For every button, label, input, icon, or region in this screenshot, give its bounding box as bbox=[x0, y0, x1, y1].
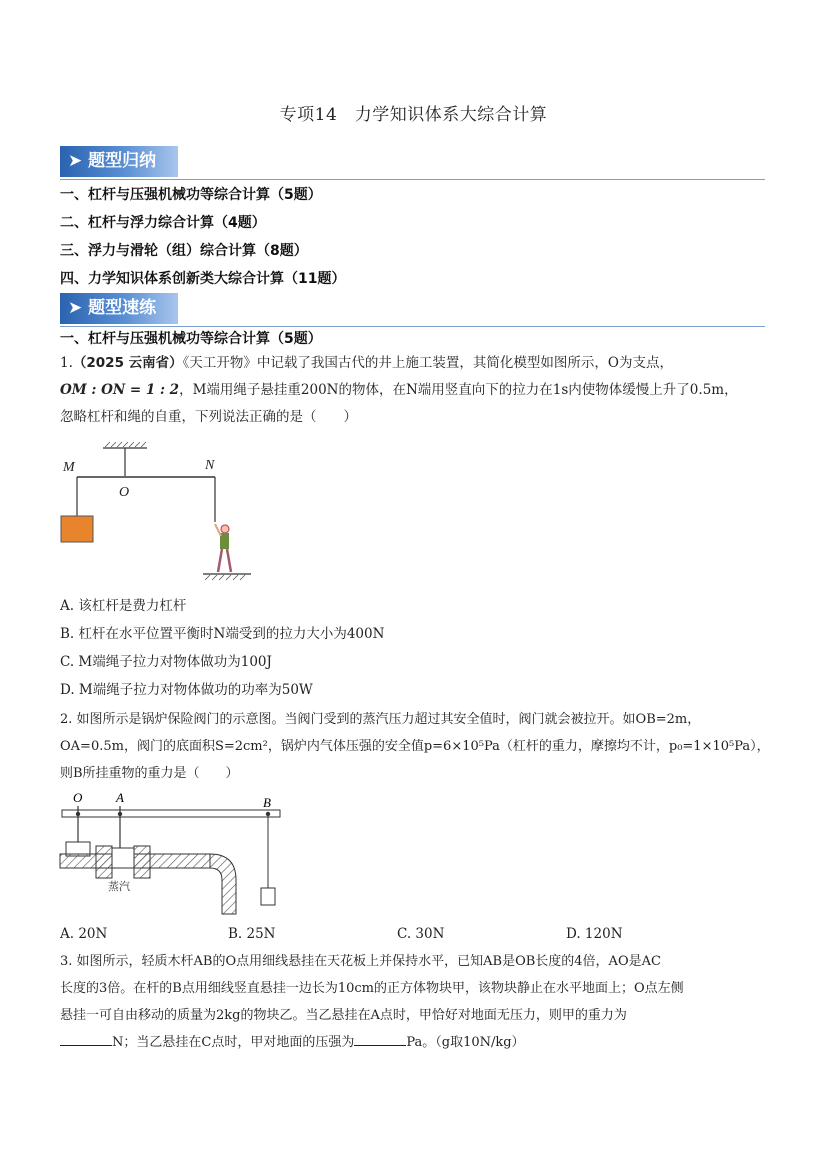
option-c: C. 30N bbox=[397, 926, 445, 942]
question-line: 长度的3倍。在杆的B点用细线竖直悬挂一边长为10cm的正方体物块甲，该物块静止在水平地面上；O点左侧 bbox=[60, 981, 684, 996]
question-line: 忽略杠杆和绳的自重，下列说法正确的是（ ） bbox=[60, 409, 357, 425]
ratio-formula: OM : ON = 1 : 2 bbox=[60, 382, 180, 398]
topic-item: 四、力学知识体系创新类大综合计算（11题） bbox=[60, 271, 346, 287]
section-header-summary bbox=[60, 146, 765, 180]
question-source: （2025 云南省） bbox=[72, 355, 183, 371]
answer-blank[interactable] bbox=[60, 1031, 112, 1046]
question-line: 《天工开物》中记载了我国古代的井上施工装置，其简化模型如图所示，O为支点， bbox=[182, 355, 673, 371]
option-b: B. 杠杆在水平位置平衡时N端受到的拉力大小为400N bbox=[60, 626, 385, 642]
label-B: B bbox=[263, 795, 271, 810]
question-line: N；当乙悬挂在C点时，甲对地面的压强为 Pa。（g取10N/kg） bbox=[60, 1029, 770, 1056]
option-a: A. 该杠杆是费力杠杆 bbox=[60, 598, 187, 614]
part-heading: 一、杠杆与压强机械功等综合计算（5题） bbox=[60, 331, 322, 347]
question-3-text bbox=[60, 948, 770, 1056]
section-label: ➤ 题型归纳 bbox=[60, 146, 178, 177]
question-line: 悬挂一可自由移动的质量为2kg的物块乙。当乙悬挂在A点时，甲恰好对地面无压力，则甲的重力为 bbox=[60, 1008, 627, 1023]
label-M: M bbox=[63, 460, 75, 475]
page-title: 专项14 力学知识体系大综合计算 bbox=[279, 105, 548, 125]
topic-item: 一、杠杆与压强机械功等综合计算（5题） bbox=[60, 187, 322, 203]
option-d: D. 120N bbox=[566, 926, 623, 942]
topic-item: 三、浮力与滑轮（组）综合计算（8题） bbox=[60, 243, 308, 259]
question-line: 3. 如图所示，轻质木杆AB的O点用细线悬挂在天花板上并保持水平，已知AB是OB长度的4倍，AO是AC bbox=[60, 954, 661, 969]
section-header-practice bbox=[60, 293, 765, 327]
divider bbox=[60, 179, 765, 180]
option-d: D. M端绳子拉力对物体做功的功率为50W bbox=[60, 682, 313, 698]
divider bbox=[60, 326, 765, 327]
person-icon bbox=[215, 524, 231, 572]
option-b: B. 25N bbox=[228, 926, 276, 942]
answer-blank[interactable] bbox=[354, 1031, 406, 1046]
option-c: C. M端绳子拉力对物体做功为100J bbox=[60, 654, 272, 670]
topic-item: 二、杠杆与浮力综合计算（4题） bbox=[60, 215, 266, 231]
question-line: 则B所挂重物的重力是（ ） bbox=[60, 766, 239, 781]
question-line: ，M端用绳子悬挂重200N的物体，在N端用竖直向下的拉力在1s内使物体缓慢上升了0.5m， bbox=[179, 382, 738, 398]
option-a: A. 20N bbox=[60, 926, 108, 942]
topic-list bbox=[60, 181, 345, 293]
question-1-text bbox=[60, 350, 770, 431]
question-line: OA=0.5m，阀门的底面积S=2cm²，锅炉内气体压强的安全值p=6×10⁵Pa（杠杆的重力，摩擦均不计，p₀=1×10⁵Pa）， bbox=[60, 739, 770, 754]
question-2-text bbox=[60, 706, 770, 787]
label-N: N bbox=[205, 458, 215, 473]
label-O: O bbox=[73, 790, 83, 805]
question-number: 1. bbox=[60, 355, 73, 371]
boiler-valve-figure bbox=[58, 790, 288, 918]
label-steam: 蒸汽 bbox=[108, 880, 130, 893]
question-line: 2. 如图所示是锅炉保险阀门的示意图。当阀门受到的蒸汽压力超过其安全值时，阀门就会被拉开。如OB=2m， bbox=[60, 712, 701, 727]
label-O: O bbox=[119, 485, 130, 500]
section-label: ➤ 题型速练 bbox=[60, 293, 178, 324]
lever-well-figure bbox=[55, 440, 255, 590]
label-A: A bbox=[116, 790, 124, 805]
